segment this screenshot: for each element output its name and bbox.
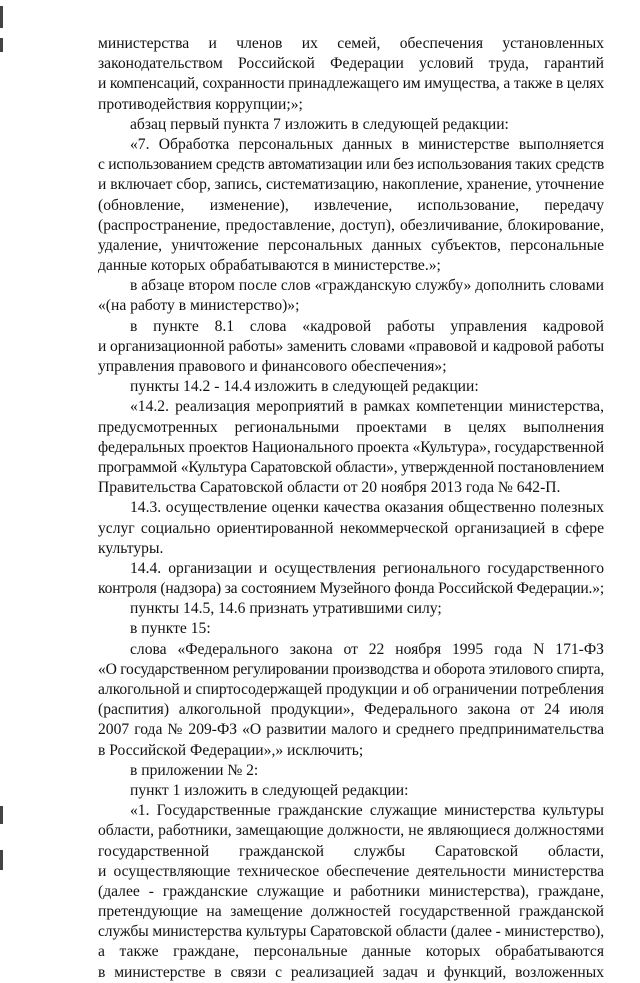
text-line: службы министерства культуры Саратовской области (далее - министерство),	[98, 923, 604, 941]
text-line: «О государственном регулировании производства и оборота этилового спирта,	[98, 660, 604, 678]
text-line: «(на работу в министерство)»;	[98, 297, 300, 315]
text-line: пункты 14.2 - 14.4 изложить в следующей редакции:	[130, 378, 479, 396]
text-line: услуг социально ориентированной некоммерческой организацией в сфере	[98, 519, 604, 537]
text-line: предусмотренных региональными проектами в целях выполнения	[98, 418, 604, 436]
text-line: слова «Федерального закона от 22 ноября 1995 года N 171-ФЗ	[130, 640, 604, 658]
scan-edge-mark	[0, 6, 3, 28]
scan-edge-mark	[0, 850, 3, 870]
text-line: 14.4. организации и осуществления регионального государственного	[130, 559, 604, 577]
text-line: противодействия коррупции;»;	[98, 95, 303, 113]
text-line: претендующие на замещение должностей государственной гражданской	[98, 903, 604, 921]
scan-edge-marks	[0, 0, 6, 905]
text-line: «1. Государственные гражданские служащие министерства культуры	[130, 802, 604, 820]
text-line: в абзаце втором после слов «гражданскую службу» дополнить словами	[130, 277, 604, 295]
text-line: абзац первый пункта 7 изложить в следующей редакции:	[130, 115, 509, 133]
text-line: и включает сбор, запись, систематизацию, накопление, хранение, уточнение	[98, 176, 604, 194]
scan-edge-mark	[0, 806, 3, 824]
text-line: удаление, уничтожение персональных данных субъектов, персональные	[98, 236, 604, 254]
text-line: в приложении № 2:	[130, 761, 259, 779]
text-line: «14.2. реализация мероприятий в рамках компетенции министерства,	[130, 398, 604, 416]
text-line: (обновление, изменение), извлечение, использование, передачу	[98, 196, 604, 214]
text-line: Правительства Саратовской области от 20 ноября 2013 года № 642-П.	[98, 479, 561, 497]
text-line: в Российской Федерации»,» исключить;	[98, 741, 364, 759]
text-line: государственной гражданской службы Саратовской области,	[98, 842, 604, 860]
text-line: контроля (надзора) за состоянием Музейного фонда Российской Федерации.»;	[98, 580, 604, 598]
text-line: 14.3. осуществление оценки качества оказания общественно полезных	[130, 499, 604, 517]
text-line: пункты 14.5, 14.6 признать утратившими силу;	[130, 600, 442, 618]
text-line: (далее - гражданские служащие и работники министерства), граждане,	[98, 882, 604, 900]
text-line: управления правового и финансового обеспечения»;	[98, 358, 447, 375]
text-line: алкогольной и спиртосодержащей продукции и об ограничении потребления	[98, 681, 604, 698]
text-line: 2007 года № 209-ФЗ «О развитии малого и среднего предпринимательства	[98, 721, 604, 739]
text-line: (распространение, предоставление, доступ), обезличивание, блокирование,	[98, 216, 604, 234]
text-line: программой «Культура Саратовской области», утвержденной постановлением	[98, 458, 604, 476]
text-line: с использованием средств автоматизации или без использования таких средств	[98, 156, 604, 174]
text-line: федеральных проектов Национального проекта «Культура», государственной	[98, 438, 604, 456]
document-body-text	[98, 34, 604, 983]
text-line: данные которых обрабатываются в министерстве.»;	[98, 257, 441, 275]
text-line: в министерстве в связи с реализацией задач и функций, возложенных	[98, 963, 604, 981]
text-line: а также граждане, персональные данные которых обрабатываются	[98, 943, 604, 961]
text-line: в пункте 15:	[130, 620, 211, 638]
text-line: в пункте 8.1 слова «кадровой работы управления кадровой	[130, 317, 604, 335]
scan-edge-mark	[0, 38, 3, 52]
text-line: и осуществляющие техническое обеспечение деятельности министерства	[98, 862, 604, 880]
text-line: и компенсаций, сохранности принадлежащего им имущества, а также в целях	[98, 75, 604, 93]
text-line: и организационной работы» заменить словами «правовой и кадровой работы	[98, 337, 604, 355]
text-line: области, работники, замещающие должности, не являющиеся должностями	[98, 822, 604, 840]
text-line: культуры.	[98, 539, 164, 557]
text-line: (распития) алкогольной продукции», Федерального закона от 24 июля	[98, 701, 604, 719]
text-line: пункт 1 изложить в следующей редакции:	[130, 781, 409, 799]
text-line: законодательством Российской Федерации условий труда, гарантий	[98, 55, 604, 73]
text-line: министерства и членов их семей, обеспечения установленных	[98, 35, 604, 52]
text-line: «7. Обработка персональных данных в министерстве выполняется	[130, 135, 604, 153]
